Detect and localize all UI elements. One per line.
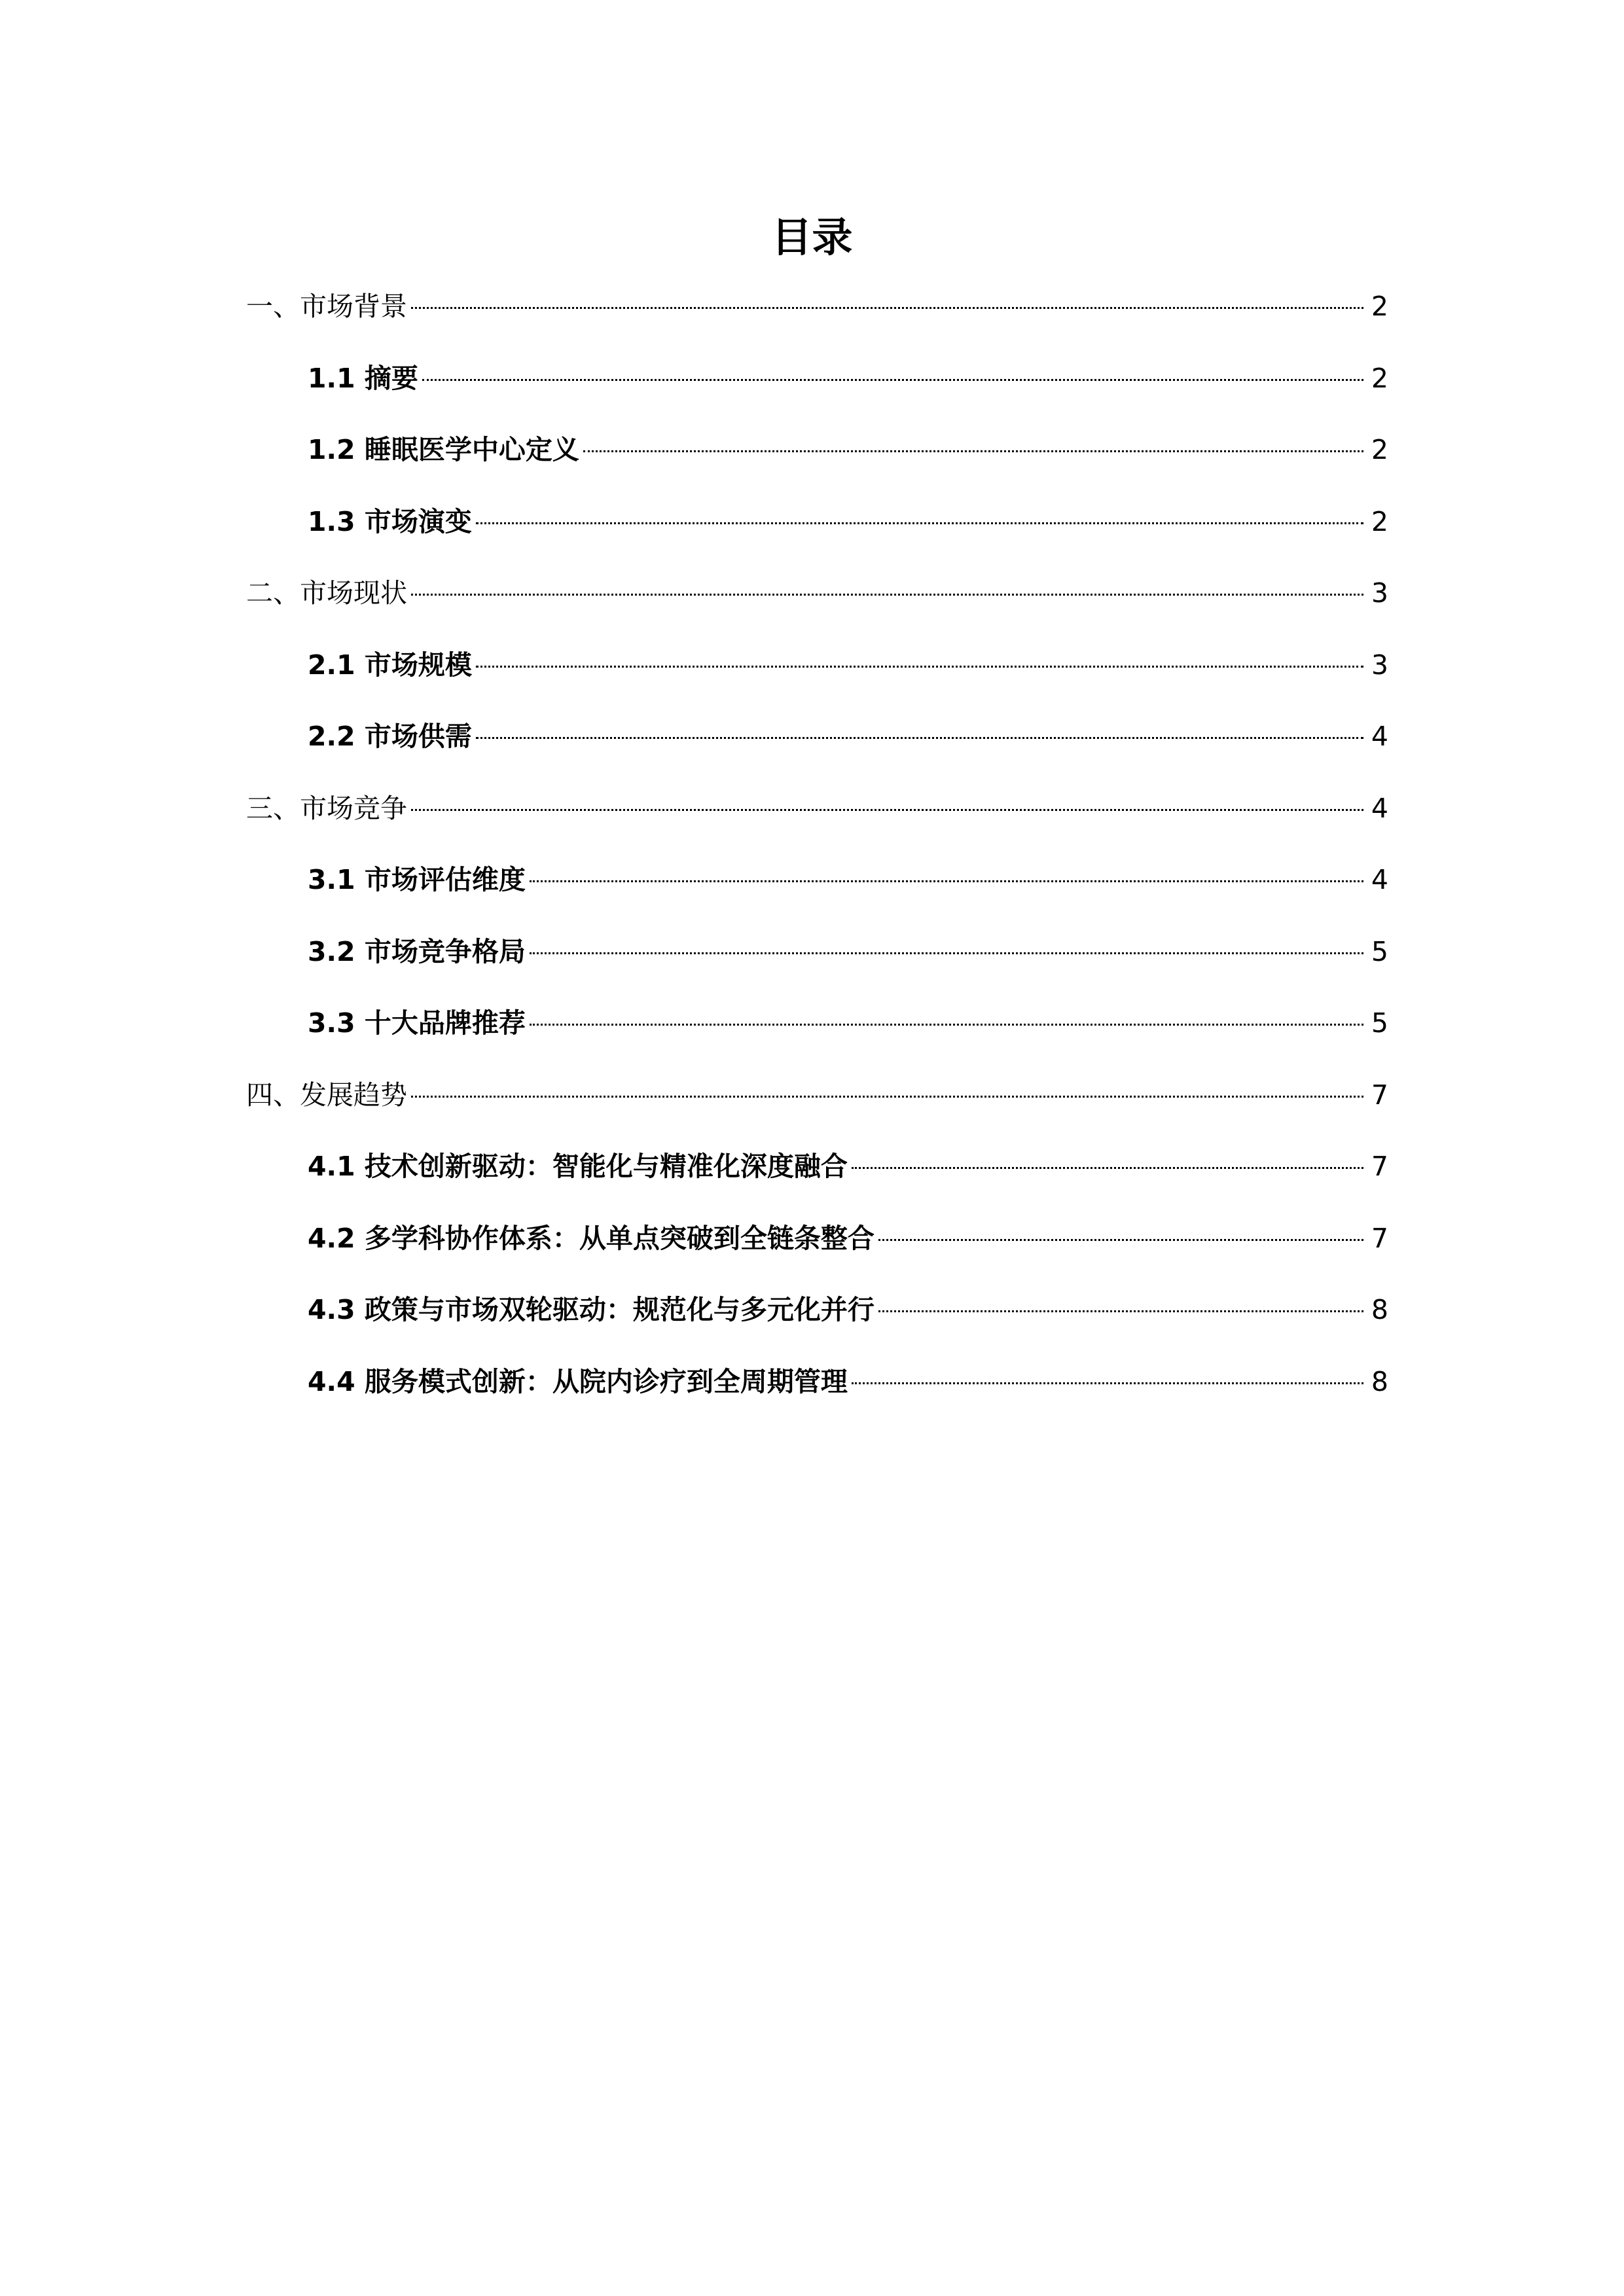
- toc-entry-label: 1.3 市场演变: [308, 506, 472, 537]
- toc-page-number: 7: [1371, 1079, 1388, 1111]
- toc-page-number: 2: [1371, 291, 1388, 322]
- toc-entry-label: 1.2 睡眠医学中心定义: [308, 434, 579, 465]
- toc-entry-label: 4.1 技术创新驱动：智能化与精准化深度融合: [308, 1151, 848, 1182]
- dot-leader: [878, 1310, 1363, 1312]
- toc-page-number: 4: [1371, 721, 1388, 752]
- toc-entry-label: 2.1 市场规模: [308, 649, 472, 681]
- toc-page-number: 7: [1371, 1223, 1388, 1254]
- dot-leader: [422, 379, 1363, 381]
- dot-leader: [530, 1024, 1363, 1026]
- toc-entry-label: 4.4 服务模式创新：从院内诊疗到全周期管理: [308, 1366, 848, 1397]
- toc-entry-label: 三、市场竞争: [246, 793, 407, 824]
- toc-page-number: 2: [1371, 363, 1388, 394]
- toc-page-number: 4: [1371, 793, 1388, 824]
- dot-leader: [852, 1167, 1363, 1169]
- dot-leader: [411, 594, 1363, 596]
- toc-entry[interactable]: [308, 1002, 1388, 1044]
- toc-entry[interactable]: [308, 501, 1388, 543]
- toc-entry-label: 3.3 十大品牌推荐: [308, 1007, 526, 1039]
- toc-page-number: 2: [1371, 506, 1388, 537]
- dot-leader: [411, 809, 1363, 811]
- toc-page-number: 7: [1371, 1151, 1388, 1182]
- toc-entry[interactable]: [246, 1074, 1388, 1116]
- toc-entry-label: 4.2 多学科协作体系：从单点突破到全链条整合: [308, 1223, 875, 1254]
- toc-entry-label: 3.2 市场竞争格局: [308, 936, 526, 967]
- toc-entry-label: 2.2 市场供需: [308, 721, 472, 752]
- toc-entry[interactable]: [308, 1289, 1388, 1331]
- toc-page-number: 5: [1371, 936, 1388, 967]
- toc-entry[interactable]: [308, 644, 1388, 686]
- toc-entry[interactable]: [246, 285, 1388, 327]
- dot-leader: [476, 666, 1363, 668]
- dot-leader: [530, 952, 1363, 954]
- toc-entry-label: 四、发展趋势: [246, 1079, 407, 1111]
- dot-leader: [476, 522, 1363, 524]
- dot-leader: [878, 1239, 1363, 1241]
- toc-entry[interactable]: [246, 787, 1388, 829]
- toc-entry[interactable]: [308, 1145, 1388, 1187]
- toc-entry[interactable]: [308, 357, 1388, 399]
- toc-entry[interactable]: [308, 931, 1388, 973]
- dot-leader: [530, 880, 1363, 882]
- toc-page-number: 4: [1371, 864, 1388, 895]
- toc-entry[interactable]: [308, 715, 1388, 757]
- toc-entry[interactable]: [308, 859, 1388, 901]
- toc-entry-label: 1.1 摘要: [308, 363, 418, 394]
- toc-page-number: 5: [1371, 1007, 1388, 1039]
- dot-leader: [583, 450, 1363, 452]
- toc-entry-label: 4.3 政策与市场双轮驱动：规范化与多元化并行: [308, 1294, 875, 1325]
- toc-page-number: 8: [1371, 1294, 1388, 1325]
- toc-entry[interactable]: [308, 1361, 1388, 1403]
- toc-entry-label: 3.1 市场评估维度: [308, 864, 526, 895]
- dot-leader: [852, 1382, 1363, 1384]
- toc-title: 目录: [771, 213, 853, 261]
- toc-page-number: 8: [1371, 1366, 1388, 1397]
- dot-leader: [411, 307, 1363, 309]
- toc-page-number: 2: [1371, 434, 1388, 465]
- dot-leader: [411, 1096, 1363, 1098]
- toc-entry-label: 二、市场现状: [246, 577, 407, 609]
- dot-leader: [476, 737, 1363, 739]
- toc-entry[interactable]: [308, 429, 1388, 471]
- toc-page-number: 3: [1371, 649, 1388, 681]
- toc-entry[interactable]: [246, 572, 1388, 614]
- toc-entry[interactable]: [308, 1217, 1388, 1259]
- toc-entry-label: 一、市场背景: [246, 291, 407, 322]
- toc-page-number: 3: [1371, 577, 1388, 609]
